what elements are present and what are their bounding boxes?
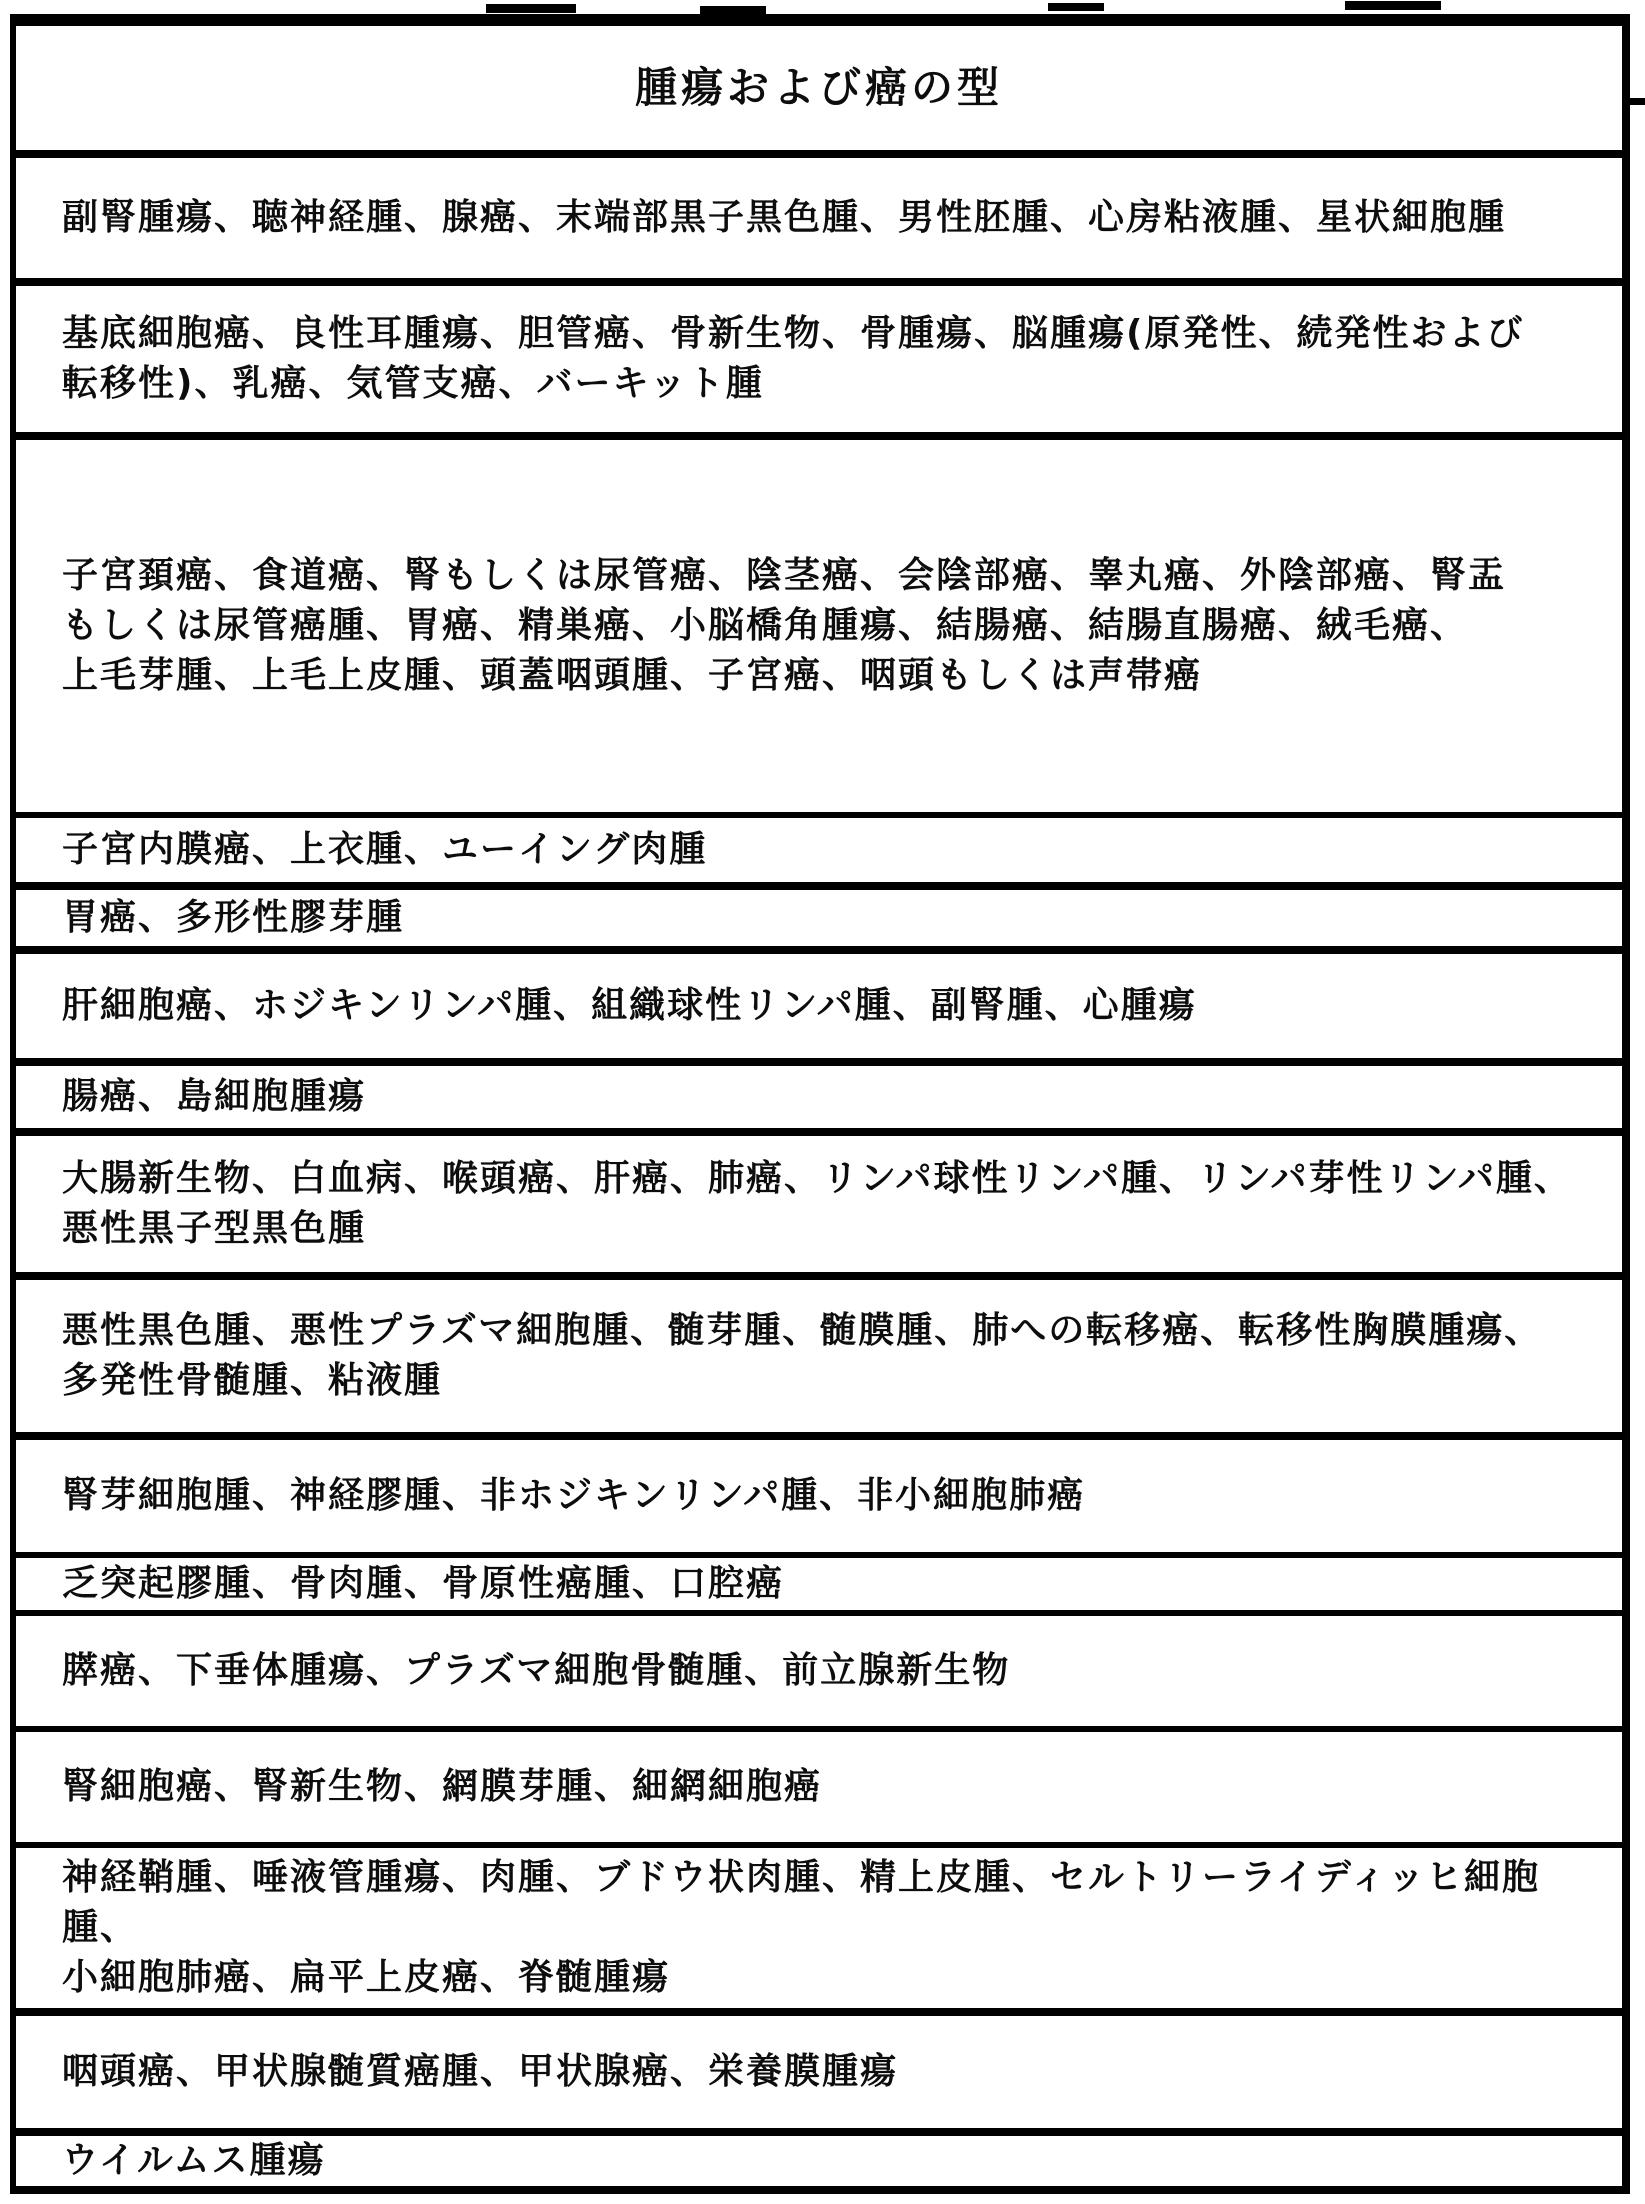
table-row <box>16 1058 1622 1128</box>
row-text: 腎芽細胞腫、神経膠腫、非ホジキンリンパ腫、非小細胞肺癌 <box>62 1475 1086 1517</box>
table-row <box>16 1552 1622 1610</box>
scan-artifact <box>1048 3 1104 11</box>
table-row <box>16 2008 1622 2128</box>
table-row <box>16 1128 1622 1272</box>
row-text: 腸癌、島細胞腫瘍 <box>62 1076 367 1118</box>
tumor-cancer-type-table <box>10 14 1630 2194</box>
table-row <box>16 1726 1622 1842</box>
table-row <box>16 1432 1622 1552</box>
table-row <box>16 432 1622 812</box>
table-row <box>16 150 1622 278</box>
table-row <box>16 812 1622 882</box>
scan-artifact <box>1345 1 1441 10</box>
table-header-cell <box>16 26 1622 150</box>
table-row <box>16 1272 1622 1432</box>
row-text: 腎細胞癌、腎新生物、網膜芽腫、細網細胞癌 <box>62 1766 823 1808</box>
row-text: 子宮内膜癌、上衣腫、ユーイング肉腫 <box>62 829 708 871</box>
table-row <box>16 946 1622 1058</box>
row-text: 基底細胞癌、良性耳腫瘍、胆管癌、骨新生物、骨腫瘍、脳腫瘍(原発性、続発性および 転移性)、乳癌、気管支癌、バーキット腫 <box>62 313 1525 404</box>
row-text: 副腎腫瘍、聴神経腫、腺癌、末端部黒子黒色腫、男性胚腫、心房粘液腫、星状細胞腫 <box>62 197 1507 239</box>
table-row <box>16 1610 1622 1726</box>
row-text: 乏突起膠腫、骨肉腫、骨原性癌腫、口腔癌 <box>62 1563 785 1605</box>
row-text: 悪性黒色腫、悪性プラズマ細胞腫、髄芽腫、髄膜腫、肺への転移癌、転移性胸膜腫瘍、 多発性骨髄腫、粘液腫 <box>62 1310 1543 1401</box>
table-row <box>16 882 1622 946</box>
row-text: ウイルムス腫瘍 <box>62 2140 326 2182</box>
table-title: 腫瘍および癌の型 <box>634 63 1003 113</box>
row-text: 神経鞘腫、唾液管腫瘍、肉腫、ブドウ状肉腫、精上皮腫、セルトリーライディッヒ細胞腫、 小細胞肺癌、扁平上皮癌、脊髄腫瘍 <box>62 1857 1541 1998</box>
row-text: 咽頭癌、甲状腺髄質癌腫、甲状腺癌、栄養膜腫瘍 <box>62 2051 899 2093</box>
row-text: 肝細胞癌、ホジキンリンパ腫、組織球性リンパ腫、副腎腫、心腫瘍 <box>62 985 1197 1027</box>
row-text: 膵癌、下垂体腫瘍、プラズマ細胞骨髄腫、前立腺新生物 <box>62 1650 1011 1692</box>
row-text: 子宮頚癌、食道癌、腎もしくは尿管癌、陰茎癌、会陰部癌、睾丸癌、外陰部癌、腎盂 もしくは尿管癌腫、胃癌、精巣癌、小脳橋角腫瘍、結腸癌、結腸直腸癌、絨毛癌、 上毛芽腫、上毛上皮腫、頭蓋咽頭腫、子宮癌、咽頭もしくは声帯癌 <box>62 555 1507 696</box>
table-row <box>16 2128 1622 2186</box>
row-text: 胃癌、多形性膠芽腫 <box>62 897 405 939</box>
table-row <box>16 1842 1622 2008</box>
scan-artifact <box>486 4 576 13</box>
scan-artifact <box>700 6 766 14</box>
table-row <box>16 278 1622 432</box>
row-text: 大腸新生物、白血病、喉頭癌、肝癌、肺癌、リンパ球性リンパ腫、リンパ芽性リンパ腫、 悪性黒子型黒色腫 <box>62 1158 1572 1249</box>
